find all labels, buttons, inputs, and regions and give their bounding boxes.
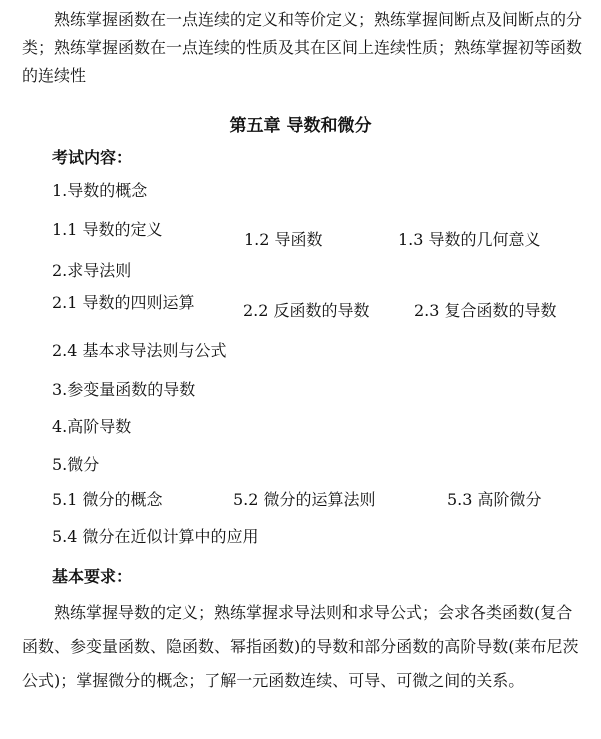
item-5-4: 5.4 微分在近似计算中的应用 xyxy=(52,527,259,546)
item-5-1: 5.1 微分的概念 xyxy=(52,490,163,509)
item-2-1: 2.1 导数的四则运算 xyxy=(52,293,195,312)
requirements-paragraph: 熟练掌握导数的定义；熟练掌握求导法则和求导公式；会求各类函数(复合函数、参变量函数、隐函数、幂指函数)的导数和部分函数的高阶导数(莱布尼茨公式)；掌握微分的概念；了解一元函数连续、可导、可微之间的关系。 xyxy=(22,603,579,690)
item-2-4: 2.4 基本求导法则与公式 xyxy=(52,341,227,360)
intro-paragraph: 熟练掌握函数在一点连续的定义和等价定义；熟练掌握间断点及间断点的分类；熟练掌握函数在一点连续的性质及其在区间上连续性质；熟练掌握初等函数的连续性 xyxy=(22,10,583,85)
chapter-title: 第五章 导数和微分 xyxy=(229,116,372,136)
item-2-3: 2.3 复合函数的导数 xyxy=(414,301,557,320)
item-2-2: 2.2 反函数的导数 xyxy=(243,301,370,320)
item-5-2: 5.2 微分的运算法则 xyxy=(233,490,376,509)
item-3: 3.参变量函数的导数 xyxy=(52,380,196,399)
item-4: 4.高阶导数 xyxy=(52,417,132,436)
exam-content-heading: 考试内容： xyxy=(52,148,133,167)
item-1-2: 1.2 导函数 xyxy=(244,230,323,249)
item-5: 5.微分 xyxy=(52,455,100,474)
item-1-1: 1.1 导数的定义 xyxy=(52,220,163,239)
item-1-3: 1.3 导数的几何意义 xyxy=(398,230,541,249)
item-5-3: 5.3 高阶微分 xyxy=(447,490,542,509)
requirements-heading: 基本要求： xyxy=(52,567,133,586)
item-2: 2.求导法则 xyxy=(52,261,132,280)
item-1: 1.导数的概念 xyxy=(52,181,148,200)
